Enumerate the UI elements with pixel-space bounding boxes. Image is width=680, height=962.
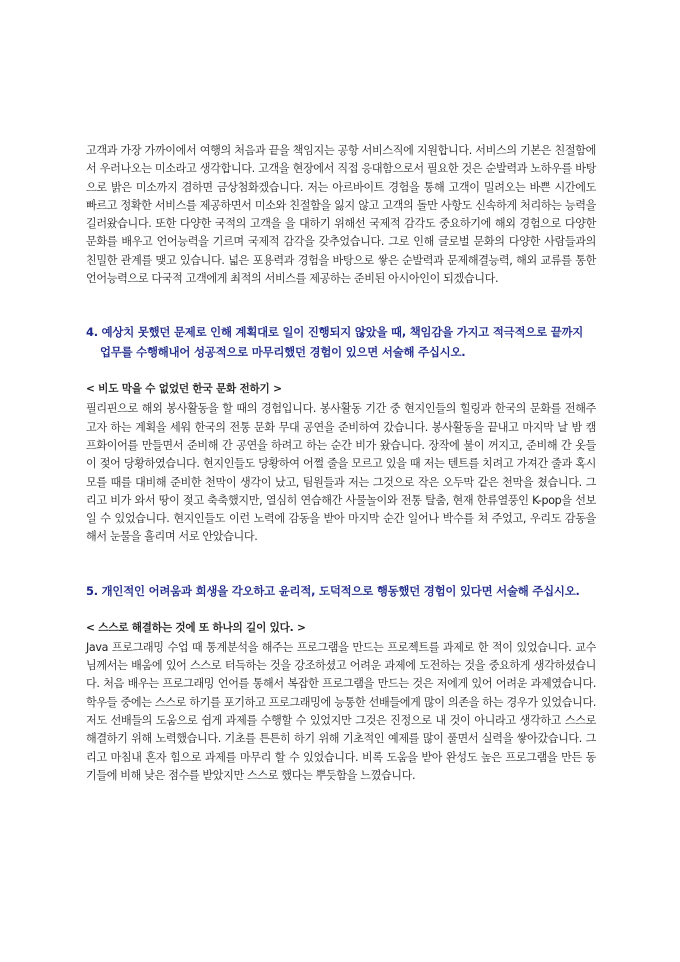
section-spacer [86, 288, 596, 322]
document-body [86, 142, 596, 785]
section-spacer [86, 362, 596, 381]
intro-paragraph: 고객과 가장 가까이에서 여행의 처음과 끝을 책임지는 공항 서비스직에 지원합니다. 서비스의 기본은 친절함에서 우러나오는 미소라고 생각합니다. 고객을 현장에서 직접 응대함으로서 필요한 것은 순발력과 노하우를 바탕으로 밝은 미소까지 겸하면 금상첨화겠습니다. 저는 아르바이트 경험을 통해 고객이 밀려오는 바쁜 시간에도 빠르고 정확한 서비스를 제공하면서 미소와 친절함을 잃지 않고 고객의 돌만 사항도 신속하게 처리하는 능력을 길러왔습니다. 또한 다양한 국적의 고객을 을 대하기 위해선 국제적 감각도 중요하기에 해외 경험으로 다양한 문화를 배우고 언어능력을 기르며 국제적 감각을 갖추었습니다. 그로 인해 글로벌 문화의 다양한 사람들과의 친밀한 관계를 맺고 있습니다. 넓은 포용력과 경험을 바탕으로 쌓은 순발력과 문제해결능력, 해외 교류를 통한 언어능력으로 다국적 고객에게 최적의 서비스를 제공하는 준비된 아시아인이 되겠습니다. [86, 144, 596, 286]
question-section-5 [86, 581, 596, 785]
question-4-heading: 4. 예상치 못했던 문제로 인해 계획대로 일이 진행되지 않았을 때, 책임감을 가지고 적극적으로 끝까지 업무를 수행해내어 성공적으로 마무리했던 경험이 있으면 서술해 주십시오. [86, 325, 584, 360]
answer-4-subtitle: < 비도 막을 수 없었던 한국 문화 전하기 > [86, 383, 282, 396]
answer-4-paragraph: 필리핀으로 해외 봉사활동을 할 때의 경험입니다. 봉사활동 기간 중 현지인들의 힐링과 한국의 문화를 전해주고자 하는 계획을 세워 한국의 전통 문화 무대 공연을 준비하여 갔습니다. 봉사활동을 끝내고 마지막 날 밤 캠프화이어를 만들면서 준비해 간 공연을 하려고 하는 순간 비가 왔습니다. 장작에 불이 꺼지고, 준비해 간 옷들이 젖어 당황하였습니다. 현지인들도 당황하여 어쩔 줄을 모르고 있을 때 저는 텐트를 치려고 가져간 줄과 혹시 모를 때를 대비해 준비한 천막이 생각이 났고, 팀원들과 저는 그것으로 작은 오두막 같은 천막을 쳤습니다. 그리고 비가 와서 땅이 젖고 축축했지만, 열심히 연습해간 사물놀이와 전통 탈춤, 현재 한류열풍인 K-pop을 선보일 수 있었습니다. 현지인들도 이런 노력에 감동을 받아 마지막 순간 일어나 박수를 쳐 주었고, 우리도 감동을 해서 눈물을 흘리며 서로 안았습니다. [86, 402, 596, 544]
answer-5-subtitle: < 스스로 해결하는 것에 또 하나의 길이 있다. > [86, 621, 306, 634]
answer-5-paragraph: Java 프로그래밍 수업 때 통계분석을 해주는 프로그램을 만드는 프로젝트를 과제로 한 적이 있었습니다. 교수님께서는 배움에 있어 스스로 터득하는 것을 강조하셨고 어려운 과제에 도전하는 것을 중요하게 생각하셨습니다. 처음 배우는 프로그래밍 언어를 통해서 복잡한 프로그램을 만드는 것은 저에게 있어 어려운 과제였습니다. 학우들 중에는 스스로 하기를 포기하고 프로그래밍에 능통한 선배들에게 많이 의존을 하는 경우가 있었습니다. 저도 선배들의 도움으로 쉽게 과제를 수행할 수 있었지만 그것은 진정으로 내 것이 아니라고 생각하고 스스로 해결하기 위해 노력했습니다. 기초를 튼튼히 하기 위해 기초적인 예제를 많이 풀면서 실력을 쌓아갔습니다. 그리고 마침내 혼자 힘으로 과제를 마무리 할 수 있었습니다. 비록 도움을 받아 완성도 높은 프로그램을 만든 동기들에 비해 낮은 점수를 받았지만 스스로 했다는 뿌듯함을 느꼈습니다. [86, 640, 596, 782]
question-5-heading: 5. 개인적인 어려움과 희생을 각오하고 윤리적, 도덕적으로 행동했던 경험이 있다면 서술해 주십시오. [86, 583, 580, 598]
section-spacer [86, 601, 596, 620]
section-spacer [86, 547, 596, 581]
question-section-4 [86, 322, 596, 546]
